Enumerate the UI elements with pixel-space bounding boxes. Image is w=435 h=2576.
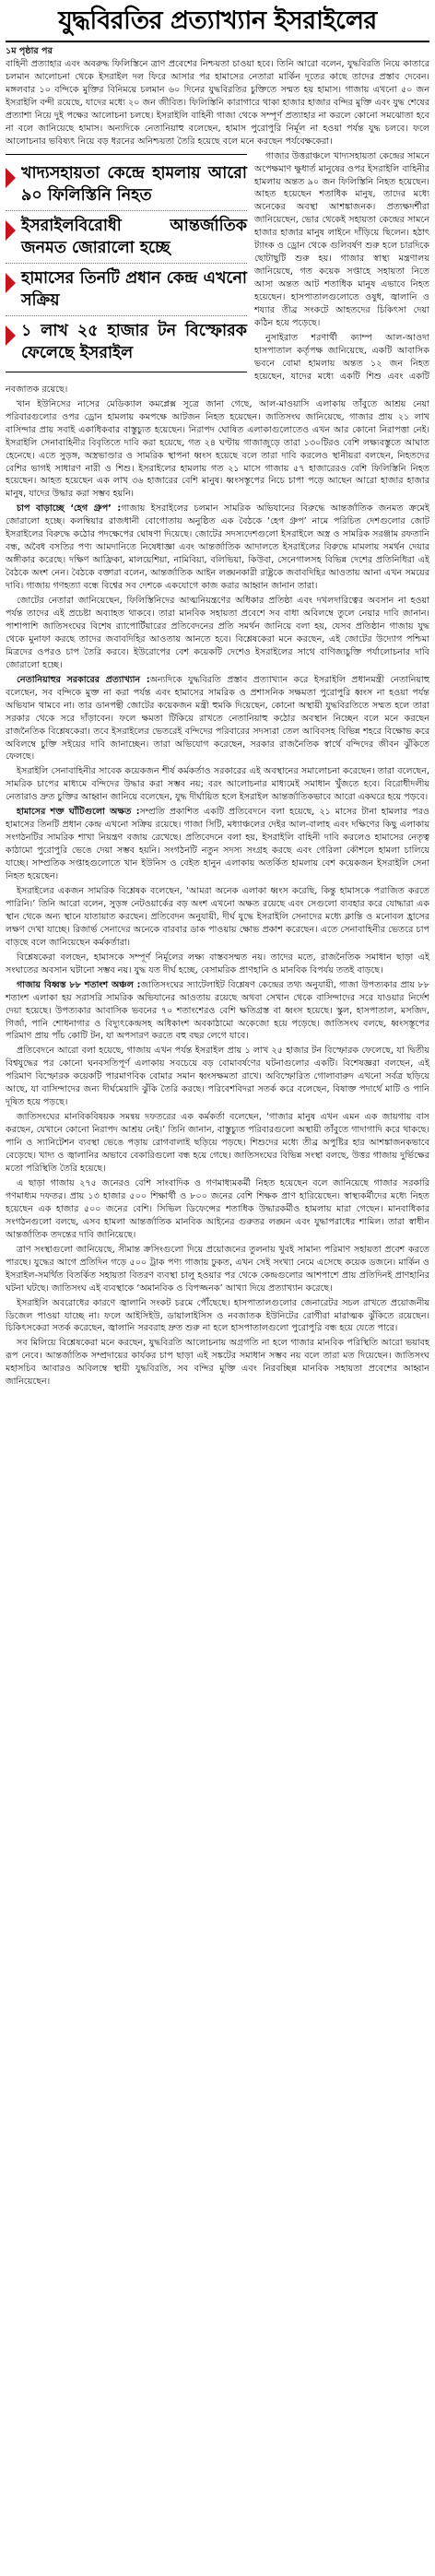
subheading: চাপ বাড়াচ্ছে ‘হেগ গ্রুপ’ : (17, 503, 122, 514)
highlight-item (6, 211, 247, 264)
paragraph-text: প্রতিবেদনে আরো বলা হয়েছে, গাজায় এখন পর্যন্ত ইসরাইল প্রায় ১ লাখ ২৫ হাজার টন বিস্ফোরক ফেলেছে, যা দ্বিতীয় বিশ্বযুদ্ধের পর কোনো ঘনবসতিপূর্ণ এলাকায় সবচেয়ে বড় বোমাবর্ষণের ঘটনাগুলোর একটি। বিশেষজ্ঞরা বলছেন, এই পরিমাণ বিস্ফোরক কয়েকটি পারমাণবিক বোমার সমান ধ্বংসক্ষমতা রাখে। অবিস্ফোরিত গোলাবারুদ এখনো সর্বত্র ছড়িয়ে আছে, যা বাসিন্দাদের জন্য দীর্ঘমেয়াদি ঝুঁকি তৈরি করছে। পরিবেশবিদরা সতর্ক করে বলেছেন, বিষাক্ত পদার্থে মাটি ও পানি দূষিত হয়ে পড়ছে। (6, 1046, 429, 1108)
article-paragraph (6, 1045, 429, 1109)
highlight-text: ১ লাখ ২৫ হাজার টন বিস্ফোরক ফেলেছে ইসরাইল (21, 321, 247, 362)
subheading: গাজায় বিধ্বস্ত ৮৮ শতাংশ অঞ্চল : (17, 979, 141, 990)
highlights-box (6, 154, 247, 372)
article-paragraph (6, 1337, 429, 1388)
paragraph-text: জাতিসংঘের মানবিকবিষয়ক সমন্বয় দফতরের এক কর্মকর্তা বলেছেন, ‘গাজার মানুষ এখন এমন এক জায়গায় বাস করছেন, যেখানে কোনো নিরাপদ আশ্রয় নেই।’ তিনি জানান, বাস্তুচ্যুত পরিবারগুলো অস্থায়ী তাঁবুতে গাদাগাদি করে থাকছে। পানি ও স্যানিটেশন ব্যবস্থা ভেঙে পড়ায় রোগবালাই ছড়িয়ে পড়ছে। শিশুদের মধ্যে তীব্র অপুষ্টির হার আশঙ্কাজনকভাবে বেড়েছে। খাদ্য ও জ্বালানির অভাবে বেকারিগুলো বন্ধ হয়ে গেছে। জাতিসংঘের বিভিন্ন সংস্থা বলছে, উত্তর গাজায় দুর্ভিক্ষের মতো পরিস্থিতি তৈরি হয়েছে। (6, 1112, 429, 1175)
paragraph-text: নুসাইরাত শরণার্থী ক্যাম্প আল-আওদা হাসপাতাল কর্তৃপক্ষ জানিয়েছে, একটি আবাসিক ভবনে বোমা হামলায় অন্তত ১২ জন নিহত হয়েছেন, যাদের মধ্যে একটি শিশু এবং একটি নবজাতক রয়েছে। (6, 332, 429, 395)
highlight-text: খাদ্যসহায়তা কেন্দ্রে হামলায় আরো ৯০ ফিলিস্তিনি নিহত (21, 163, 247, 205)
paragraph-text: ইসরাইলের একজন সামরিক বিশ্লেষক বলেছেন, ‘আমরা অনেক এলাকা ধ্বংস করেছি, কিন্তু হামাসকে পরাজিত করতে পারিনি।’ তিনি আরো বলেন, সুড়ঙ্গ নেটওয়ার্কের বড় অংশ এখনো অক্ষত রয়েছে এবং সেগুলো ব্যবহার করে যোদ্ধারা এক স্থান থেকে অন্য স্থানে যাতায়াত করছেন। প্রতিবেদন অনুযায়ী, দীর্ঘ যুদ্ধে ইসরাইলি সেনাদের মধ্যে ক্লান্তি ও মনোবল হ্রাসের লক্ষণ দেখা যাচ্ছে। রিজার্ভ সেনাদের অনেকে বারবার ডাক পাওয়ায় ক্ষোভ প্রকাশ করেছেন। এতে সেনাবাহিনীর ভেতরে চাপ বাড়ছে বলে জানিয়েছেন কর্মকর্তারা। (6, 886, 429, 948)
article-paragraph (6, 1297, 429, 1336)
paragraph-text: বিশ্লেষকেরা বলছেন, হামাসকে সম্পূর্ণ নির্মূলের লক্ষ্য বাস্তবসম্মত নয়। তাদের মতে, রাজনৈতিক সমাধান ছাড়া এই সংঘাতের অবসান ঘটানো সম্ভব নয়। যুদ্ধ যত দীর্ঘ হচ্ছে, বেসামরিক প্রাণহানি ও মানবিক বিপর্যয় ততই বাড়ছে। (6, 951, 429, 975)
highlight-text: ইসরাইলবিরোধী আন্তর্জাতিক জনমত জোরালো হচ্ছে (21, 216, 247, 257)
continuation-label: ১ম পৃষ্ঠার পর (6, 46, 53, 56)
article-headline: যুদ্ধবিরতির প্রত্যাখ্যান ইসরাইলের (58, 6, 377, 35)
article-paragraph (6, 1111, 429, 1176)
paragraph-text: সব মিলিয়ে বিশ্লেষকেরা মনে করছেন, যুদ্ধবিরতি আলোচনায় অগ্রগতি না হলে গাজার মানবিক পরিস্থিতি আরো ভয়াবহ রূপ নেবে। আন্তর্জাতিক সম্প্রদায়ের কার্যকর চাপ ছাড়া এই সঙ্কটের সমাধান সম্ভব নয় বলে তারা মত দিয়েছেন। জাতিসংঘ মহাসচিব আবারও অবিলম্বে স্থায়ী যুদ্ধবিরতি, সব বন্দির মুক্তি এবং নিরবচ্ছিন্ন মানবিক সহায়তা প্রবেশের আহ্বান জানিয়েছেন। (6, 1338, 429, 1388)
article-paragraph (6, 806, 429, 883)
article-paragraph (6, 765, 429, 804)
article-paragraph (6, 502, 429, 593)
highlight-item (6, 264, 247, 316)
paragraph-text: গাজায় ইসরাইলের চলমান সামরিক অভিযানের বিরুদ্ধে আন্তর্জাতিক জনমত ক্রমেই জোরালো হচ্ছে। কলম্বিয়ার রাজধানী বোগোতায় অনুষ্ঠিত এক বৈঠকে ‘হেগ গ্রুপ’ নামে পরিচিত দেশগুলোর জোট ইসরাইলের বিরুদ্ধে কঠোর পদক্ষেপের ঘোষণা দিয়েছে। জোটের সদস্যদেশগুলো ইসরাইলে অস্ত্র ও সামরিক সরঞ্জাম রফতানি বন্ধ, অবৈধ বসতির পণ্য আমদানিতে নিষেধাজ্ঞা এবং আন্তর্জাতিক আদালতে ইসরাইলের বিরুদ্ধে মামলায় সমর্থন দেয়ার অঙ্গীকার করেছে। দক্ষিণ আফ্রিকা, মালয়েশিয়া, নামিবিয়া, বলিভিয়া, কিউবা, সেনেগালসহ বিভিন্ন দেশের প্রতিনিধিরা এই বৈঠকে অংশ নেন। বৈঠকে বক্তারা বলেন, আন্তর্জাতিক আইন লঙ্ঘনকারী রাষ্ট্রকে জবাবদিহির আওতায় আনা এখন সময়ের দাবি। গাজায় গণহত্যা বন্ধে বিশ্বের সব দেশকে একযোগে কাজ করার আহ্বান জানান তারা। (6, 503, 429, 592)
article-paragraph (6, 674, 429, 764)
article-paragraph (6, 1244, 429, 1295)
paragraph-text: বাহিনী প্রত্যাহার এবং অবরুদ্ধ ফিলিস্তিনে ত্রাণ প্রবেশের নিশ্চয়তা চাওয়া হবে। তিনি আরো বলেন, যুদ্ধবিরতি নিয়ে কাতারে চলমান আলোচনা থেকে ইসরাইল দল ফিরে আসার পর হামাসের নেতারা মার্কিন দূতের কাছে তাদের প্রস্তাব দেবেন। মঙ্গলবার ১০ বন্দিকে মুক্তির বিনিময়ে চলমান ৬০ দিনের যুদ্ধবিরতির চুক্তিতে সম্মত হয় হামাস। গাজায় এখনো ৫০ জন ইসরাইলি বন্দী রয়েছে, যাদের মধ্যে ২০ জন জীবিত। ফিলিস্তিনি কারাগারে থাকা হাজার হাজার বন্দির মুক্তি এবং যুদ্ধ শেষের প্রত্যাশা নিয়ে দুই পক্ষের আলোচনা চলছে। ইসরাইলি বাহিনী গাজা থেকে সম্পূর্ণ প্রত্যাহার না করলে কোনো সমঝোতা হবে না বলে জানিয়েছে হামাস। অন্যদিকে নেতানিয়াহু বলেছেন, হামাস পুরোপুরি নির্মূল না হওয়া পর্যন্ত যুদ্ধ চলবে। ফলে আলোচনার ভবিষ্যৎ নিয়ে বড় ধরনের অনিশ্চয়তা তৈরি হয়েছে বলে মনে করছেন পর্যবেক্ষকেরা। (6, 58, 429, 147)
article-paragraph (6, 398, 429, 502)
headline-rule (6, 41, 429, 42)
subheading: হামাসের শক্ত ঘাঁটিগুলো অক্ষত : (17, 807, 140, 818)
paragraph-text: ত্রাণ সংস্থাগুলো জানিয়েছে, সীমান্ত ক্রসিংগুলো দিয়ে প্রয়োজনের তুলনায় খুবই সামান্য পরিমাণ সহায়তা প্রবেশ করতে পারছে। যুদ্ধের আগে প্রতিদিন গড়ে ৫০০ ট্রাক পণ্য গাজায় ঢুকত, এখন সেই সংখ্যা নেমে এসেছে কয়েক ডজনে। মার্কিন ও ইসরাইল-সমর্থিত বিতর্কিত সহায়তা বিতরণ ব্যবস্থা চালু হওয়ার পর থেকে কেন্দ্রগুলোর আশপাশে প্রায় প্রতিদিনই প্রাণহানির ঘটনা ঘটছে। জাতিসংঘ এই ব্যবস্থাকে ‘অমানবিক ও বিপজ্জনক’ আখ্যা দিয়ে প্রত্যাখ্যান করেছে। (6, 1244, 429, 1294)
article-paragraph (6, 595, 429, 672)
highlight-text: হামাসের তিনটি প্রধান কেন্দ্র এখনো সক্রিয় (21, 268, 247, 310)
article-paragraph (6, 979, 429, 1044)
paragraph-text: এ ছাড়া গাজায় ২৭৫ জনেরও বেশি সাংবাদিক ও গণমাধ্যমকর্মী নিহত হয়েছেন বলে জানিয়েছে গাজার সরকারি গণমাধ্যম দফতর। প্রায় ১৩ হাজার ৫০০ শিক্ষার্থী ও ৮০০ জনের বেশি শিক্ষক প্রাণ হারিয়েছেন। স্বাস্থ্যকর্মীদের মধ্যে নিহত হয়েছেন এক হাজার ৫০০ জনের বেশি। সিভিল ডিফেন্সের শতাধিক উদ্ধারকর্মীও হামলায় মারা গেছেন। মানবাধিকার সংগঠনগুলো বলছে, এসব হামলা আন্তর্জাতিক মানবিক আইনের গুরুতর লঙ্ঘন এবং যুদ্ধাপরাধের শামিল। তারা স্বাধীন আন্তর্জাতিক তদন্তের দাবি জানিয়েছে। (6, 1177, 429, 1240)
triangle-bullet-icon (6, 325, 16, 346)
paragraph-text: গাজার উত্তরাঞ্চলে খাদ্যসহায়তা কেন্দ্রের সামনে অপেক্ষমাণ ক্ষুধার্ত মানুষের ওপর ইসরাইলি বাহিনীর হামলায় অন্তত ৯০ জন ফিলিস্তিনি নিহত হয়েছেন। আহত হয়েছেন শতাধিক মানুষ, তাদের মধ্যে অনেকের অবস্থা আশঙ্কাজনক। প্রত্যক্ষদর্শীরা জানিয়েছেন, ভোর থেকেই সহায়তা কেন্দ্রের সামনে হাজার হাজার মানুষ লাইনে দাঁড়িয়ে ছিলেন। হঠাৎ ট্যাংক ও ড্রোন থেকে গুলিবর্ষণ শুরু হলে চারদিকে ছোটাছুটি শুরু হয়। গাজার স্বাস্থ্য মন্ত্রণালয় জানিয়েছে, গত কয়েক সপ্তাহে সহায়তা নিতে আসা অন্তত আট শতাধিক মানুষ এভাবে নিহত হয়েছেন। হাসপাতালগুলোতে ওষুধ, জ্বালানি ও শয্যার তীব্র সংকটে আহতদের চিকিৎসা দেয়া কঠিন হয়ে পড়েছে। (254, 150, 429, 329)
highlight-item (6, 316, 247, 368)
paragraph-text: জোটের নেতারা জানিয়েছেন, ফিলিস্তিনিদের আত্মনিয়ন্ত্রণের অধিকার প্রতিষ্ঠা এবং দখলদারিত্বের অবসান না হওয়া পর্যন্ত তাদের এই প্রচেষ্টা অব্যাহত থাকবে। তারা মানবিক সহায়তা প্রবেশে সব বাধা অবিলম্বে তুলে নেয়ার দাবি জানান। পাশাপাশি জাতিসংঘের বিশেষ র‌্যাপোর্টিয়ারের প্রতিবেদনের প্রতি সমর্থন জানিয়ে বলা হয়, যেসব প্রতিষ্ঠান গাজায় যুদ্ধ থেকে মুনাফা করছে তাদের জবাবদিহির আওতায় আনতে হবে। বিশ্লেষকেরা মনে করছেন, এই জোটের উদ্যোগ পশ্চিমা মিত্রদের ওপরও চাপ তৈরি করবে। ইউরোপের বেশ কয়েকটি দেশেও ইসরাইলের সাথে বাণিজ্যচুক্তি পর্যালোচনার দাবি জোরালো হচ্ছে। (6, 596, 429, 670)
highlight-item (6, 159, 247, 211)
article-body (6, 45, 429, 1388)
paragraph-text: ইসরাইলি অবরোধের কারণে জ্বালানি সংকট চরমে পৌঁছেছে। হাসপাতালগুলোর জেনারেটর সচল রাখতে প্রয়োজনীয় ডিজেল পাওয়া যাচ্ছে না। ফলে আইসিইউ, ডায়ালাইসিস ও নবজাতক ইউনিটের রোগীরা মারাত্মক ঝুঁকিতে রয়েছেন। চিকিৎসকেরা সতর্ক করেছেন, জ্বালানি সরবরাহ দ্রুত শুরু না হলে হাসপাতালগুলো পুরোপুরি বন্ধ হয়ে যেতে পারে। (6, 1297, 429, 1334)
triangle-bullet-icon (6, 273, 16, 293)
article-paragraph (6, 45, 429, 148)
article-paragraph (6, 1177, 429, 1242)
article-paragraph (6, 885, 429, 950)
article-paragraph (6, 951, 429, 977)
paragraph-text: ইসরাইলি সেনাবাহিনীর সাবেক কয়েকজন শীর্ষ কর্মকর্তাও সরকারের এই অবস্থানের সমালোচনা করেছেন। তারা বলেছেন, সামরিক চাপের মাধ্যমে বন্দিদের উদ্ধার করা সম্ভব নয়; বরং আলোচনার মাধ্যমেই সমাধান খুঁজতে হবে। বিরোধীদলীয় নেতারাও দ্রুত চুক্তির আহ্বান জানিয়ে বলেছেন, যুদ্ধ দীর্ঘায়িত হলে ইসরাইল আন্তর্জাতিকভাবে আরো একঘরে হয়ে পড়বে। (6, 766, 429, 803)
paragraph-text: খান ইউনিসের নাসের মেডিক্যাল কমপ্লেক্স সূত্রে জানা গেছে, আল-মাওয়াসি এলাকায় তাঁবুতে আশ্রয় নেয়া পরিবারগুলোর ওপর ড্রোন হামলায় কমপক্ষে আটজন নিহত হয়েছেন। জাতিসংঘ জানিয়েছে, গাজার প্রায় ২১ লাখ বাসিন্দার প্রায় সবাই একাধিকবার বাস্তুচ্যুত হয়েছেন। নিরাপদ ঘোষিত এলাকাগুলোতেও এখন আর কোনো নিরাপত্তা নেই। ইসরাইলি সেনাবাহিনীর বিবৃতিতে দাবি করা হয়েছে, গত ২৪ ঘণ্টায় গাজাজুড়ে তারা ১৩০টিরও বেশি লক্ষ্যবস্তুতে আঘাত হেনেছে। এতে সুড়ঙ্গ, অস্ত্রভাণ্ডার ও সামরিক স্থাপনা ধ্বংস হয়েছে বলে তারা দাবি করলেও স্থানীয়রা বলছেন, নিহতদের বেশির ভাগই সাধারণ নারী ও শিশু। ইসরাইলের হামলায় গত ২১ মাসে গাজায় ৫৭ হাজারেরও বেশি ফিলিস্তিনি নিহত হয়েছেন। আহত হয়েছেন এক লাখ ৩৬ হাজারের বেশি মানুষ। ধ্বংসস্তূপের নিচে চাপা পড়ে আছেন আরো হাজার হাজার মানুষ, যাদের উদ্ধার করা সম্ভব হয়নি। (6, 398, 429, 500)
subheading: নেতানিয়াহুর সরকারের প্রত্যাখ্যান : (17, 674, 150, 685)
triangle-bullet-icon (6, 220, 16, 241)
paragraph-text: সম্প্রতি প্রকাশিত একটি প্রতিবেদনে বলা হয়েছে, ২১ মাসের টানা হামলার পরও হামাসের তিনটি প্রধান কেন্দ্র এখনো সক্রিয় রয়েছে। গাজা সিটি, মধ্যাঞ্চলের দেইর আল-বালাহ এবং দক্ষিণের কিছু এলাকায় সংগঠনটির সামরিক শাখা নিয়ন্ত্রণ বজায় রেখেছে। প্রতিবেদনে বলা হয়, ইসরাইলি বাহিনী দাবি করলেও হামাসের নেতৃত্ব কাঠামো পুরোপুরি ভেঙে দেয়া সম্ভব হয়নি। সংগঠনটি নতুন সদস্য সংগ্রহ করছে এবং গেরিলা কৌশলে হামলা চালিয়ে যাচ্ছে। সাম্প্রতিক সপ্তাহগুলোতে খান ইউনিস ও বেইত হানুন এলাকায় অতর্কিত হামলায় বেশ কয়েকজন ইসরাইলি সেনা নিহত হয়েছেন। (6, 807, 429, 882)
paragraph-text: জাতিসংঘের স্যাটেলাইট বিশ্লেষণ কেন্দ্রের তথ্য অনুযায়ী, গাজা উপত্যকার প্রায় ৮৮ শতাংশ এলাকা হয় সরাসরি সামরিক অভিযানের আওতায় রয়েছে অথবা সেখান থেকে বাসিন্দাদের সরে যাওয়ার নির্দেশ দেয়া হয়েছে। উপত্যকার আবাসিক ভবনের ৭০ শতাংশেরও বেশি ক্ষতিগ্রস্ত বা ধ্বংস হয়েছে। স্কুল, হাসপাতাল, মসজিদ, গির্জা, পানি শোধনাগার ও বিদ্যুৎকেন্দ্রসহ অধিকাংশ অবকাঠামো অকেজো হয়ে পড়েছে। জাতিসংঘ বলছে, ধ্বংসস্তূপের পরিমাণ প্রায় পাঁচ কোটি টন, যা অপসারণ করতে বহু বছর লেগে যাবে। (6, 979, 429, 1042)
paragraph-text: অন্যদিকে যুদ্ধবিরতি প্রস্তাব প্রত্যাখ্যান করে ইসরাইলি প্রধানমন্ত্রী নেতানিয়াহু বলেছেন, সব বন্দিকে মুক্ত না করা পর্যন্ত এবং হামাসের সামরিক ও প্রশাসনিক সক্ষমতা পুরোপুরি ধ্বংস না হওয়া পর্যন্ত অভিযান থামবে না। তার ডানপন্থী জোটের কয়েকজন মন্ত্রী হুমকি দিয়েছেন, কোনো অস্থায়ী যুদ্ধবিরতিতে সম্মত হলে তারা সরকার থেকে সরে দাঁড়াবেন। ফলে ক্ষমতা টিকিয়ে রাখতে নেতানিয়াহু কঠোর অবস্থান নিচ্ছেন বলে মনে করছেন রাজনৈতিক বিশ্লেষকেরা। তবে ইসরাইলের ভেতরেই বন্দিদের পরিবারের সদস্যরা তেল আবিবসহ বিভিন্ন শহরে বিক্ষোভ করে অবিলম্বে চুক্তি সইয়ের দাবি জানাচ্ছেন। তারা অভিযোগ করেছেন, সরকার রাজনৈতিক স্বার্থে বন্দিদের জীবন ঝুঁকিতে ফেলছে। (6, 674, 429, 762)
triangle-bullet-icon (6, 168, 16, 188)
